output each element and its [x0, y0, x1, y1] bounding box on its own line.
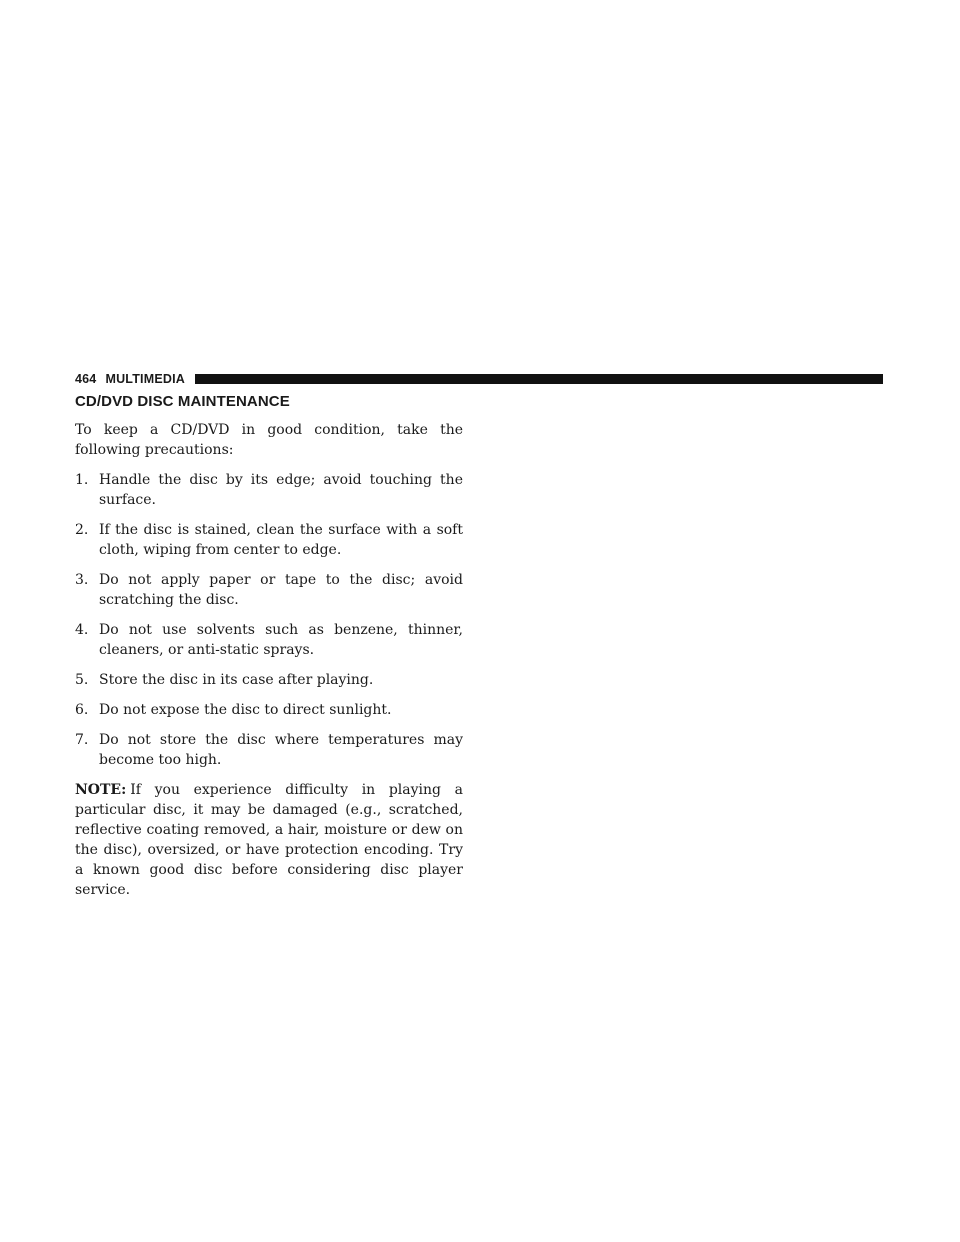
list-item-text: Do not store the disc where temperatures may become too high. — [99, 732, 463, 768]
note-paragraph — [75, 780, 463, 900]
list-item — [75, 700, 463, 720]
section-title: CD/DVD DISC MAINTENANCE — [75, 393, 290, 410]
list-item-number: 6. — [75, 702, 89, 718]
page-content — [75, 392, 463, 900]
list-item-number: 7. — [75, 732, 89, 748]
note-text: If you experience difficulty in playing a particular disc, it may be damaged (e.g., scratched, reflective coating removed, a hair, moisture or dew on the disc), oversized, or have protection encoding. Try a known good disc before considering disc player service. — [75, 782, 463, 898]
list-item-text: Do not apply paper or tape to the disc; avoid scratching the disc. — [99, 572, 463, 608]
list-item-number: 3. — [75, 572, 89, 588]
header-rule — [195, 374, 883, 384]
list-item-text: If the disc is stained, clean the surface with a soft cloth, wiping from center to edge. — [99, 522, 463, 558]
intro-paragraph: To keep a CD/DVD in good condition, take the following precautions: — [75, 422, 463, 458]
note-label: NOTE: — [75, 782, 127, 798]
precautions-list — [75, 470, 463, 770]
list-item-text: Do not use solvents such as benzene, thinner, cleaners, or anti-static sprays. — [99, 622, 463, 658]
list-item-number: 4. — [75, 622, 89, 638]
list-item — [75, 520, 463, 560]
list-item — [75, 470, 463, 510]
page-header — [75, 372, 883, 386]
list-item-number: 2. — [75, 522, 89, 538]
page-number: 464 — [75, 372, 97, 386]
list-item — [75, 620, 463, 660]
list-item-number: 5. — [75, 672, 89, 688]
section-name: MULTIMEDIA — [105, 372, 186, 386]
list-item — [75, 670, 463, 690]
list-item-text: Do not expose the disc to direct sunlight. — [99, 702, 392, 718]
list-item-text: Store the disc in its case after playing. — [99, 672, 374, 688]
list-item-number: 1. — [75, 472, 89, 488]
list-item — [75, 570, 463, 610]
list-item — [75, 730, 463, 770]
list-item-text: Handle the disc by its edge; avoid touching the surface. — [99, 472, 463, 508]
